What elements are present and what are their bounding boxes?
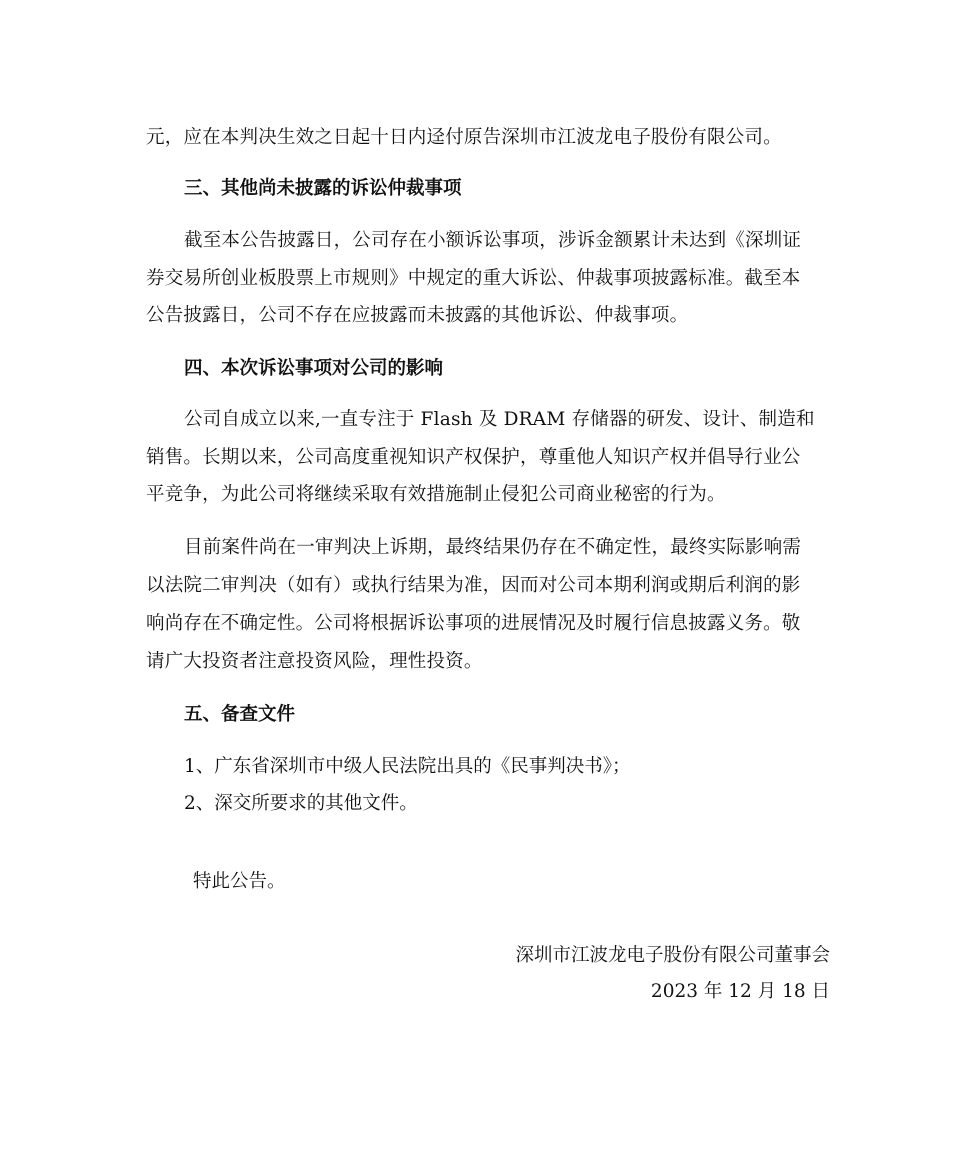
- section4-para1-line: 销售。长期以来，公司高度重视知识产权保护，尊重他人知识产权并倡导行业公: [146, 447, 801, 468]
- section4-para1-line: 平竞争，为此公司将继续采取有效措施制止侵犯公司商业秘密的行为。: [146, 484, 726, 505]
- section4-para2-line: 目前案件尚在一审判决上诉期，最终结果仍存在不确定性，最终实际影响需: [184, 537, 802, 558]
- signature-date: 2023 年 12 月 18 日: [650, 981, 830, 1002]
- section3-line: 截至本公告披露日，公司存在小额诉讼事项，涉诉金额累计未达到《深圳证: [184, 230, 802, 251]
- section4-para2-line: 以法院二审判决（如有）或执行结果为准，因而对公司本期利润或期后利润的影: [146, 575, 801, 596]
- section5-heading: 五、备查文件: [184, 704, 296, 725]
- section4-para1-line: 公司自成立以来,一直专注于 Flash 及 DRAM 存储器的研发、设计、制造和: [184, 409, 815, 430]
- closing-remark: 特此公告。: [193, 871, 286, 892]
- section3-line: 券交易所创业板股票上市规则》中规定的重大诉讼、仲裁事项披露标准。截至本: [146, 268, 801, 289]
- section3-line: 公告披露日，公司不存在应披露而未披露的其他诉讼、仲裁事项。: [146, 305, 689, 326]
- attachment-list-item: 2、深交所要求的其他文件。: [184, 793, 418, 814]
- section4-heading: 四、本次诉讼事项对公司的影响: [184, 358, 444, 379]
- continuation-line: 元，应在本判决生效之日起十日内迳付原告深圳市江波龙电子股份有限公司。: [146, 127, 782, 148]
- section3-heading: 三、其他尚未披露的诉讼仲裁事项: [184, 178, 462, 199]
- attachment-list-item: 1、广东省深圳市中级人民法院出具的《民事判决书》；: [184, 756, 631, 777]
- signature-company: 深圳市江波龙电子股份有限公司董事会: [515, 945, 830, 966]
- section4-para2-line: 请广大投资者注意投资风险，理性投资。: [146, 651, 483, 672]
- section4-para2-line: 响尚存在不确定性。公司将根据诉讼事项的进展情况及时履行信息披露义务。敬: [146, 613, 801, 634]
